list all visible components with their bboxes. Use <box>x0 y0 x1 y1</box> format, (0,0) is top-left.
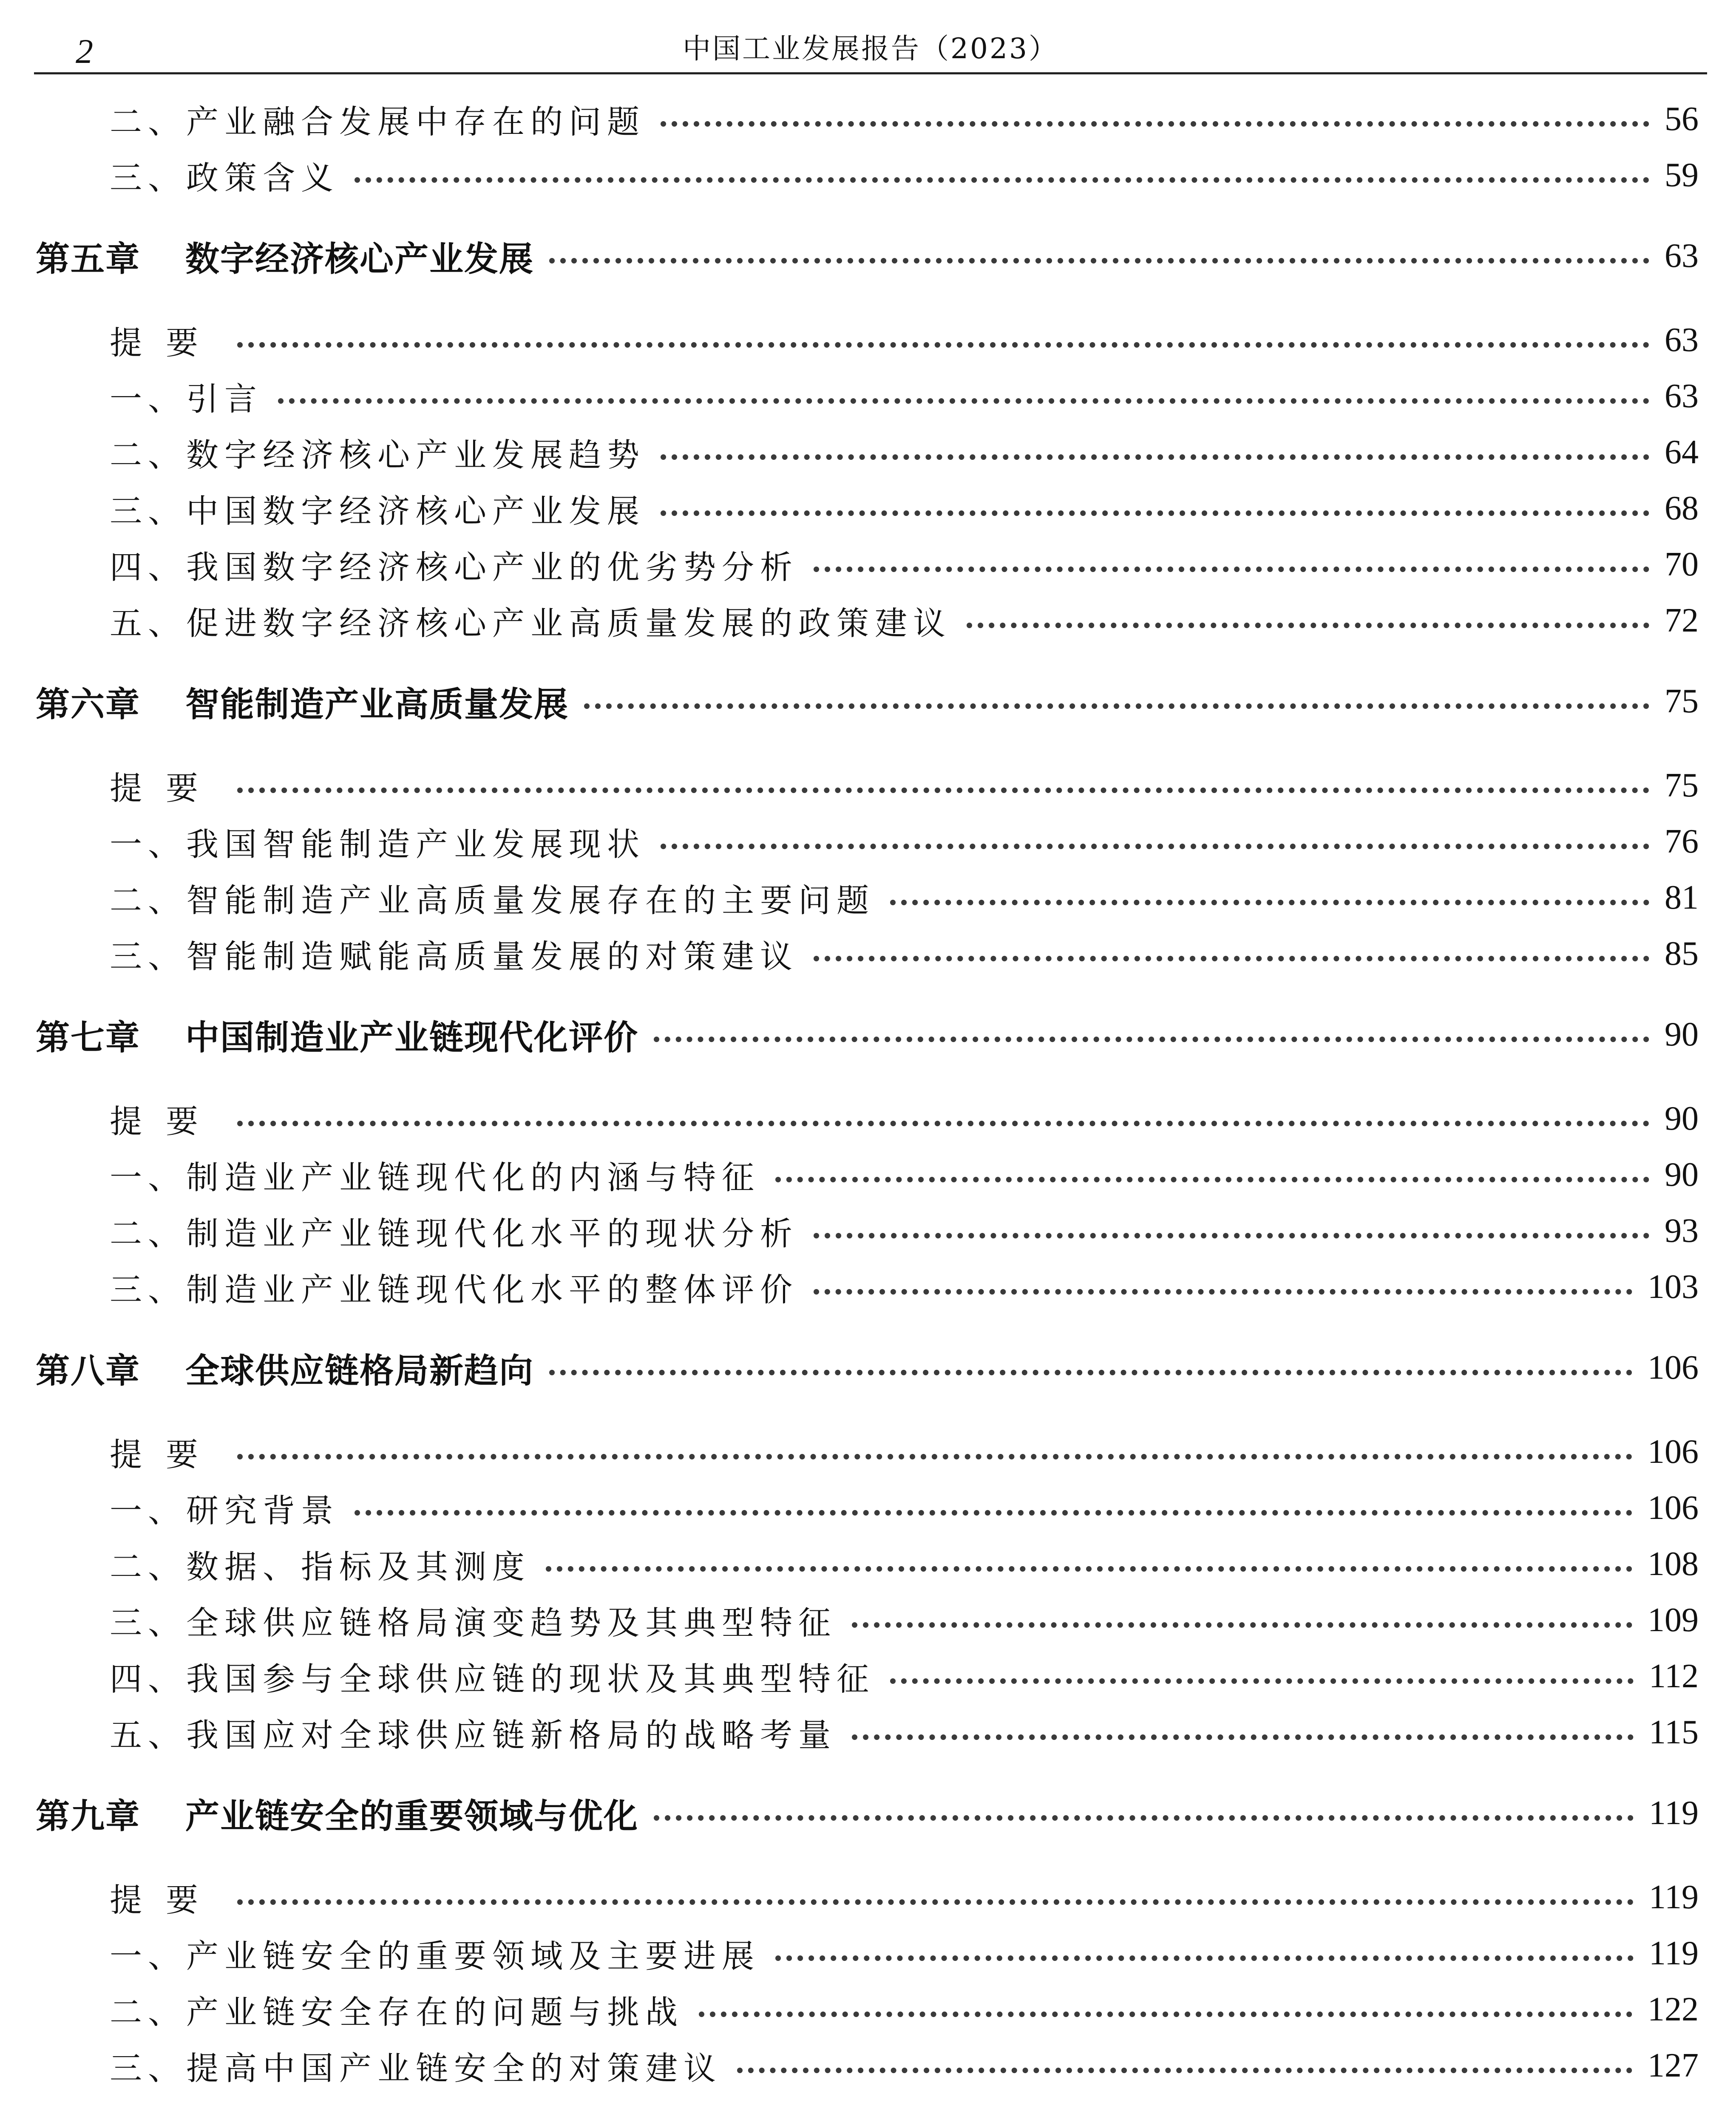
toc-chapter-number: 第六章 <box>36 684 140 724</box>
toc-page-number: 106 <box>1648 1433 1699 1470</box>
toc-section-label: 四、我国参与全球供应链的现状及其典型特征 <box>110 1660 875 1698</box>
toc-page-number: 90 <box>1665 1015 1699 1053</box>
toc-section-entry[interactable] <box>0 1485 1736 1531</box>
toc-page-number: 109 <box>1648 1601 1699 1639</box>
toc-page-number: 119 <box>1648 1878 1699 1916</box>
toc-page-number: 63 <box>1665 237 1699 275</box>
toc-section-label: 提要 <box>110 1881 222 1919</box>
toc-section-label: 提要 <box>110 769 222 807</box>
toc-page-number: 112 <box>1648 1657 1699 1695</box>
toc-chapter-entry[interactable] <box>0 678 1736 725</box>
dot-leader <box>546 1566 1632 1572</box>
toc-chapter-label <box>36 1010 638 1059</box>
toc-section-entry[interactable] <box>0 1653 1736 1700</box>
toc-section-entry[interactable] <box>0 429 1736 476</box>
toc-section-label: 一、引言 <box>110 380 263 418</box>
toc-chapter-number: 第八章 <box>36 1351 140 1391</box>
toc-chapter-entry[interactable] <box>0 232 1736 279</box>
toc-chapter-label <box>36 677 569 726</box>
dot-leader <box>775 1177 1649 1182</box>
dot-leader <box>661 121 1649 127</box>
dot-leader <box>549 1370 1632 1375</box>
toc-section-entry[interactable] <box>0 762 1736 809</box>
toc-page-number: 63 <box>1665 377 1699 415</box>
dot-leader <box>890 900 1649 905</box>
toc-section-entry[interactable] <box>0 1874 1736 1921</box>
toc-section-entry[interactable] <box>0 2042 1736 2089</box>
toc-section-label: 三、中国数字经济核心产业发展 <box>110 492 645 530</box>
toc-section-label: 三、全球供应链格局演变趋势及其典型特征 <box>110 1604 837 1642</box>
toc-section-label: 二、产业融合发展中存在的问题 <box>110 102 645 141</box>
toc-chapter-number <box>36 2122 185 2125</box>
toc-page-number: 70 <box>1665 545 1699 583</box>
toc-page-number: 103 <box>1648 1268 1699 1306</box>
toc-chapter-entry[interactable] <box>0 1011 1736 1058</box>
dot-leader <box>699 2012 1632 2017</box>
toc-chapter-title: 中国制造业产业链现代化评价 <box>185 1017 638 1057</box>
toc-page-number: 68 <box>1665 489 1699 527</box>
toc-section-entry[interactable] <box>0 1541 1736 1587</box>
toc-page-number: 119 <box>1648 1794 1699 1832</box>
toc-chapter-entry[interactable] <box>0 1344 1736 1391</box>
toc-chapter-label <box>36 1789 638 1838</box>
toc-page-number: 106 <box>1648 1349 1699 1386</box>
toc-section-label: 三、政策含义 <box>110 159 339 197</box>
toc-section-label: 一、我国智能制造产业发展现状 <box>110 825 645 863</box>
toc-page-number: 59 <box>1665 156 1699 194</box>
toc-section-entry[interactable] <box>0 1095 1736 1142</box>
dot-leader <box>355 177 1649 183</box>
toc-chapter-number: 第五章 <box>36 239 140 279</box>
toc-section-entry[interactable] <box>0 1930 1736 1977</box>
toc-section-label: 一、制造业产业链现代化的内涵与特征 <box>110 1158 760 1196</box>
toc-page-number: 108 <box>1648 1545 1699 1583</box>
dot-leader <box>852 1622 1632 1628</box>
dot-leader <box>549 258 1649 264</box>
toc-chapter-label <box>36 2122 708 2125</box>
dot-leader <box>661 454 1649 460</box>
toc-section-entry[interactable] <box>0 1597 1736 1643</box>
dot-leader <box>737 2068 1632 2073</box>
toc-chapter-number: 第七章 <box>36 1017 140 1057</box>
toc-section-label: 三、提高中国产业链安全的对策建议 <box>110 2049 722 2087</box>
toc-section-entry[interactable] <box>0 1151 1736 1198</box>
toc-page-number: 64 <box>1665 433 1699 471</box>
toc-section-entry[interactable] <box>0 930 1736 977</box>
toc-page-number: 90 <box>1665 1099 1699 1137</box>
dot-leader <box>890 1678 1634 1684</box>
dot-leader <box>661 510 1649 516</box>
dot-leader <box>967 623 1649 628</box>
dot-leader <box>278 398 1649 404</box>
toc-page-number: 63 <box>1665 321 1699 359</box>
toc-chapter-entry[interactable] <box>0 2123 1736 2125</box>
toc-section-entry[interactable] <box>0 597 1736 644</box>
toc-section-entry[interactable] <box>0 1709 1736 1756</box>
toc-section-label: 提要 <box>110 1435 222 1473</box>
toc-section-entry[interactable] <box>0 96 1736 142</box>
dot-leader <box>237 342 1649 348</box>
dot-leader <box>814 956 1649 961</box>
dot-leader <box>814 1289 1632 1295</box>
toc-page-number: 106 <box>1648 1489 1699 1527</box>
toc-page-number: 93 <box>1665 1212 1699 1250</box>
toc-chapter-entry[interactable] <box>0 1790 1736 1836</box>
dot-leader <box>355 1510 1632 1516</box>
toc-section-entry[interactable] <box>0 874 1736 921</box>
toc-page-number: 122 <box>1648 1990 1699 2028</box>
toc-page-number: 72 <box>1665 601 1699 639</box>
toc-chapter-title: 智能制造产业高质量发展 <box>185 684 569 724</box>
toc-section-label: 提要 <box>110 1102 222 1140</box>
toc-section-label: 三、制造业产业链现代化水平的整体评价 <box>110 1270 798 1309</box>
toc-chapter-label <box>36 232 534 280</box>
toc-section-entry[interactable] <box>0 373 1736 419</box>
toc-chapter-title: 数字经济核心产业发展 <box>185 239 534 279</box>
toc-section-label: 二、产业链安全存在的问题与挑战 <box>110 1993 684 2031</box>
dot-leader <box>814 567 1649 572</box>
toc-section-label: 二、数据、指标及其测度 <box>110 1547 530 1586</box>
dot-leader <box>237 1454 1632 1459</box>
toc-page-number: 85 <box>1665 935 1699 972</box>
page-number: 2 <box>76 32 93 71</box>
toc-section-entry[interactable] <box>0 541 1736 588</box>
toc-chapter-title: 产业链安全的重要领域与优化 <box>185 1796 638 1836</box>
toc-page-number: 115 <box>1648 1713 1699 1751</box>
toc-page-number: 119 <box>1648 1934 1699 1972</box>
toc-section-label: 二、数字经济核心产业发展趋势 <box>110 436 645 474</box>
dot-leader <box>654 1815 1634 1821</box>
toc-page-number: 127 <box>1648 2046 1699 2084</box>
dot-leader <box>775 1955 1634 1961</box>
toc-page-number: 75 <box>1665 682 1699 720</box>
dot-leader <box>237 1121 1649 1126</box>
toc-section-label: 四、我国数字经济核心产业的优劣势分析 <box>110 548 798 586</box>
toc-section-entry[interactable] <box>0 152 1736 198</box>
toc-section-entry[interactable] <box>0 1428 1736 1475</box>
toc-section-label: 一、产业链安全的重要领域及主要进展 <box>110 1937 760 1975</box>
dot-leader <box>237 1899 1634 1905</box>
toc-page-number: 56 <box>1665 100 1699 138</box>
running-title: 中国工业发展报告（2023） <box>683 32 1058 65</box>
toc-section-entry[interactable] <box>0 1207 1736 1254</box>
toc-page-number: 76 <box>1665 822 1699 860</box>
toc-page-number: 90 <box>1665 1156 1699 1193</box>
toc-section-entry[interactable] <box>0 1264 1736 1310</box>
toc-chapter-number: 第九章 <box>36 1796 140 1836</box>
toc-section-entry[interactable] <box>0 818 1736 865</box>
toc-section-entry[interactable] <box>0 317 1736 363</box>
page-header <box>34 26 1707 74</box>
toc-section-label: 二、制造业产业链现代化水平的现状分析 <box>110 1214 798 1252</box>
toc-section-label: 二、智能制造产业高质量发展存在的主要问题 <box>110 881 875 919</box>
dot-leader <box>237 788 1649 793</box>
toc-chapter-label <box>36 1343 534 1392</box>
dot-leader <box>584 703 1649 709</box>
toc-chapter-title: 全球供应链格局新趋向 <box>185 1351 534 1391</box>
dot-leader <box>852 1734 1634 1740</box>
dot-leader <box>654 1037 1649 1042</box>
toc-page-number: 81 <box>1665 878 1699 916</box>
toc-page-number: 75 <box>1665 766 1699 804</box>
dot-leader <box>814 1233 1649 1238</box>
toc-section-entry[interactable] <box>0 1986 1736 2033</box>
toc-section-entry[interactable] <box>0 485 1736 532</box>
toc-section-label: 五、促进数字经济核心产业高质量发展的政策建议 <box>110 604 951 642</box>
toc-section-label: 一、研究背景 <box>110 1491 339 1530</box>
toc-section-label: 提要 <box>110 323 222 362</box>
toc-section-label: 五、我国应对全球供应链新格局的战略考量 <box>110 1716 837 1754</box>
dot-leader <box>661 844 1649 849</box>
toc-section-label: 三、智能制造赋能高质量发展的对策建议 <box>110 937 798 975</box>
